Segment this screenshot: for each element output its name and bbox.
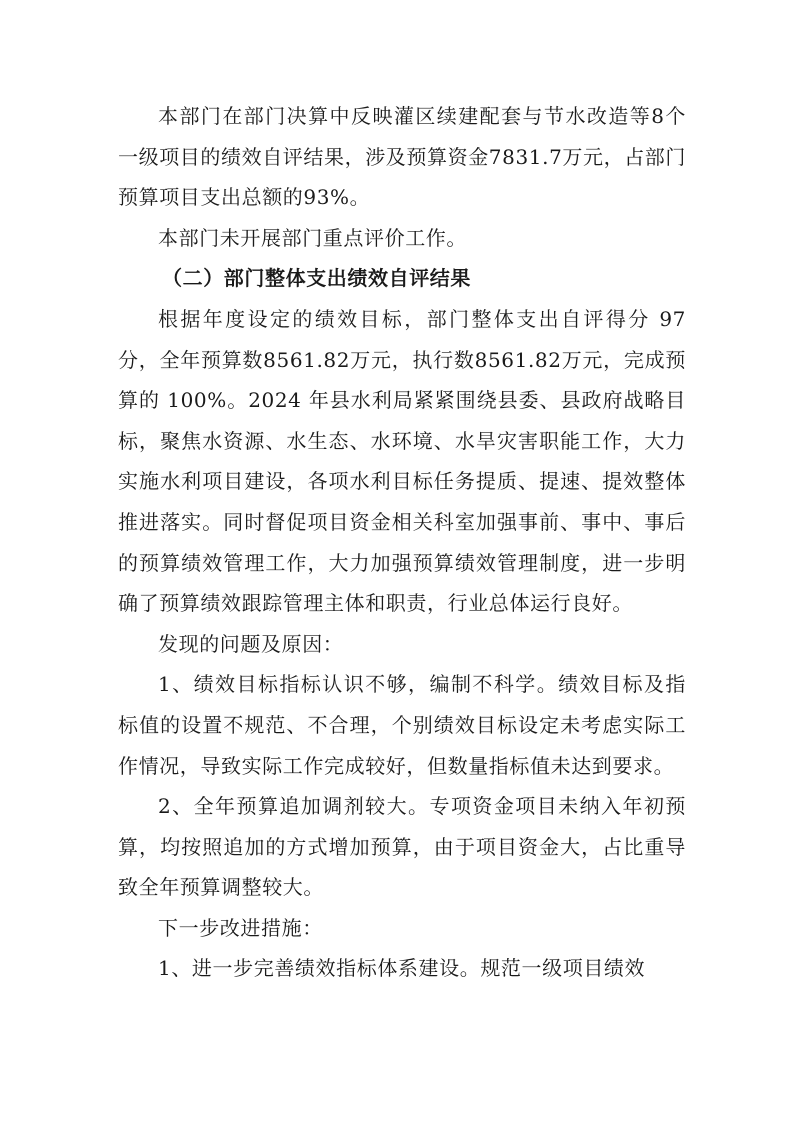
section-heading-overall-self-evaluation: （二）部门整体支出绩效自评结果	[162, 266, 471, 291]
document-body	[118, 96, 686, 989]
paragraph-project-results: 本部门在部门决算中反映灌区续建配套与节水改造等8个一级项目的绩效自评结果，涉及预算资金7831.7万元，占部门预算项目支出总额的93%。	[118, 104, 686, 210]
paragraph-measure-1: 1、进一步完善绩效指标体系建设。规范一级项目绩效	[158, 956, 646, 981]
paragraph-key-evaluation: 本部门未开展部门重点评价工作。	[158, 225, 467, 250]
paragraph-problems-title: 发现的问题及原因：	[158, 631, 344, 656]
paragraph-problem-2: 2、全年预算追加调剂较大。专项资金项目未纳入年初预算，均按照追加的方式增加预算，由于项目资金大，占比重导致全年预算调整较大。	[118, 794, 686, 900]
paragraph-problem-1: 1、绩效目标指标认识不够，编制不科学。绩效目标及指标值的设置不规范、不合理，个别绩效目标设定未考虑实际工作情况，导致实际工作完成较好，但数量指标值未达到要求。	[118, 672, 686, 778]
paragraph-measures-title: 下一步改进措施：	[158, 915, 323, 940]
paragraph-overall-results: 根据年度设定的绩效目标，部门整体支出自评得分 97 分，全年预算数8561.82万元，执行数8561.82万元，完成预算的 100%。2024 年县水利局紧紧围绕县委、县政府战略目标，聚焦水资源、水生态、水环境、水旱灾害职能工作，大力实施水利项目建设，各项水利目标任务提质、提速、提效整体推进落实。同时督促项目资金相关科室加强事前、事中、事后的预算绩效管理工作，大力加强预算绩效管理制度，进一步明确了预算绩效跟踪管理主体和职责，行业总体运行良好。	[118, 306, 686, 616]
